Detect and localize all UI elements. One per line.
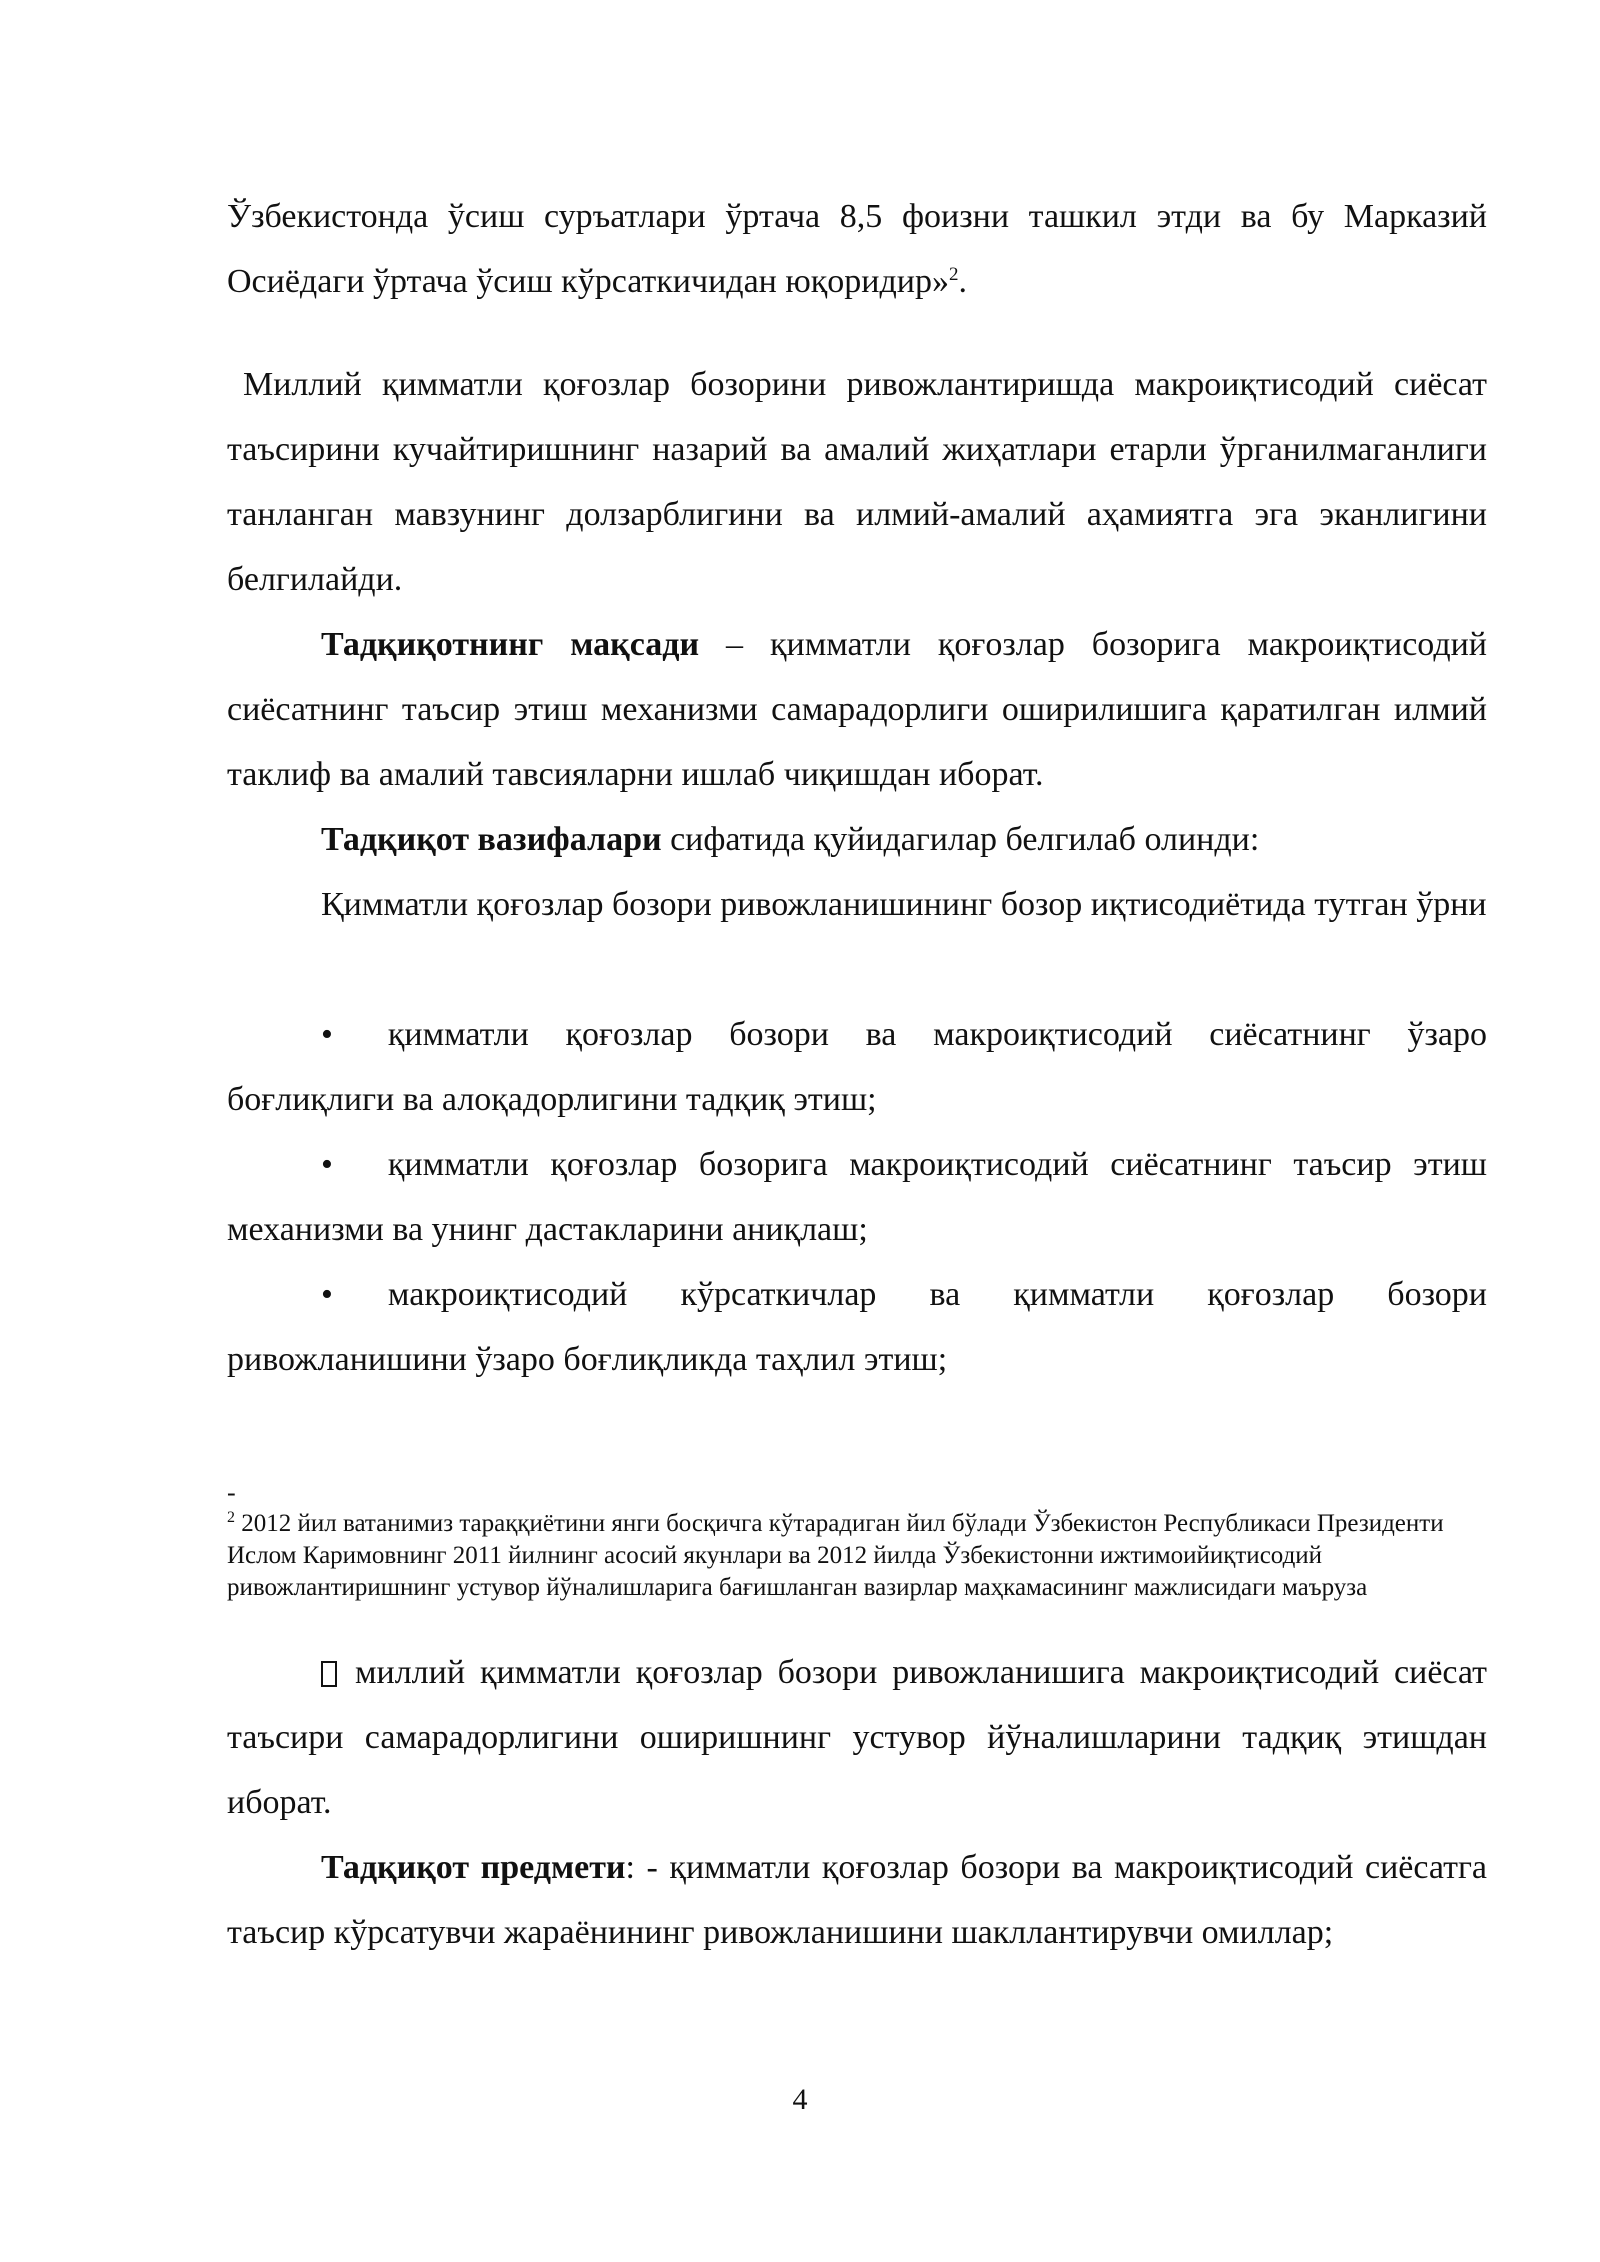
footnote-text: 2012 йил ватанимиз тараққиётини янги босқичга кўтарадиган йил бўлади Ўзбекистон Республикаси Президенти Ислом Каримовнинг 2011 йилнинг асосий якунлари ва 2012 йилда Ўзбекистонни ижтимоийиқтисодий ривожлантиришнинг устувор йўналишларига бағишланган вазирлар маҳкамасининг мажлисидаги маъруза [227,1510,1444,1601]
footnote-reference[interactable]: 2 [948,264,959,285]
list-item: • қимматли қоғозлар бозорига макроиқтисодий сиёсатнинг таъсир этиш механизми ва унинг дастакларини аниқлаш; [227,1146,1487,1248]
footnote [227,1508,1487,1604]
research-subject-heading: Тадқиқот предмети [321,1849,626,1886]
bullet-icon: • [321,1016,333,1053]
research-tasks-heading: Тадқиқот вазифалари [321,821,662,858]
missing-glyph-icon [321,1661,337,1687]
paragraph-market-role: Қимматли қоғозлар бозори ривожланишининг бозор иқтисодиётида тутган ўрни [321,886,1487,923]
paragraph-research-tasks: Тадқиқот вазифалари сифатида қуйидагилар белгилаб олинди: [321,821,1260,858]
paragraph-relevance: Миллий қимматли қоғозлар бозорини ривожлантиришда макроиқтисодий сиёсат таъсирини кучайтиришнинг назарий ва амалий жиҳатлари етарли ўрганилмаганлиги танланган мавзунинг долзарблигини ва илмий-амалий аҳамиятга эга эканлигини белгилайди. [227,366,1487,598]
footnote-mark: 2 [227,1509,235,1526]
research-goal-heading: Тадқиқотнинг мақсади [321,626,700,663]
paragraph-research-directions: миллий қимматли қоғозлар бозори ривожланишига макроиқтисодий сиёсат таъсири самарадорлигини оширишнинг устувор йўналишларини тадқиқ этишдан иборат. [227,1654,1487,1821]
paragraph-text: Ўзбекистонда ўсиш суръатлари ўртача 8,5 фоизни ташкил этди ва бу Марказий Осиёдаги ўртача ўсиш кўрсаткичидан юқоридир» [227,198,1487,300]
list-item: • макроиқтисодий кўрсаткичлар ва қимматли қоғозлар бозори ривожланишини ўзаро боғлиқликда таҳлил этиш; [227,1276,1487,1378]
bullet-icon: • [321,1276,333,1313]
paragraph-research-goal: Тадқиқотнинг мақсади – қимматли қоғозлар бозорига макроиқтисодий сиёсатнинг таъсир этиш механизми самарадорлиги оширилишига қаратилган илмий таклиф ва амалий тавсияларни ишлаб чиқишдан иборат. [227,626,1488,793]
bullet-icon: • [321,1146,333,1183]
paragraph-research-subject: Тадқиқот предмети: - қимматли қоғозлар бозори ва макроиқтисодий сиёсатга таъсир кўрсатувчи жараёнининг ривожланишини шакллантирувчи омиллар; [227,1849,1487,1951]
paragraph-growth-rate: Ўзбекистонда ўсиш суръатлари ўртача 8,5 фоизни ташкил этди ва бу Марказий Осиёдаги ўртача ўсиш кўрсаткичидан юқоридир»$^2$. [227,198,1487,300]
page-number: 4 [792,2083,808,2116]
list-item: • қимматли қоғозлар бозори ва макроиқтисодий сиёсатнинг ўзаро боғлиқлиги ва алоқадорлигини тадқиқ этиш; [227,1016,1487,1118]
footnote-separator: - [227,1478,236,1507]
